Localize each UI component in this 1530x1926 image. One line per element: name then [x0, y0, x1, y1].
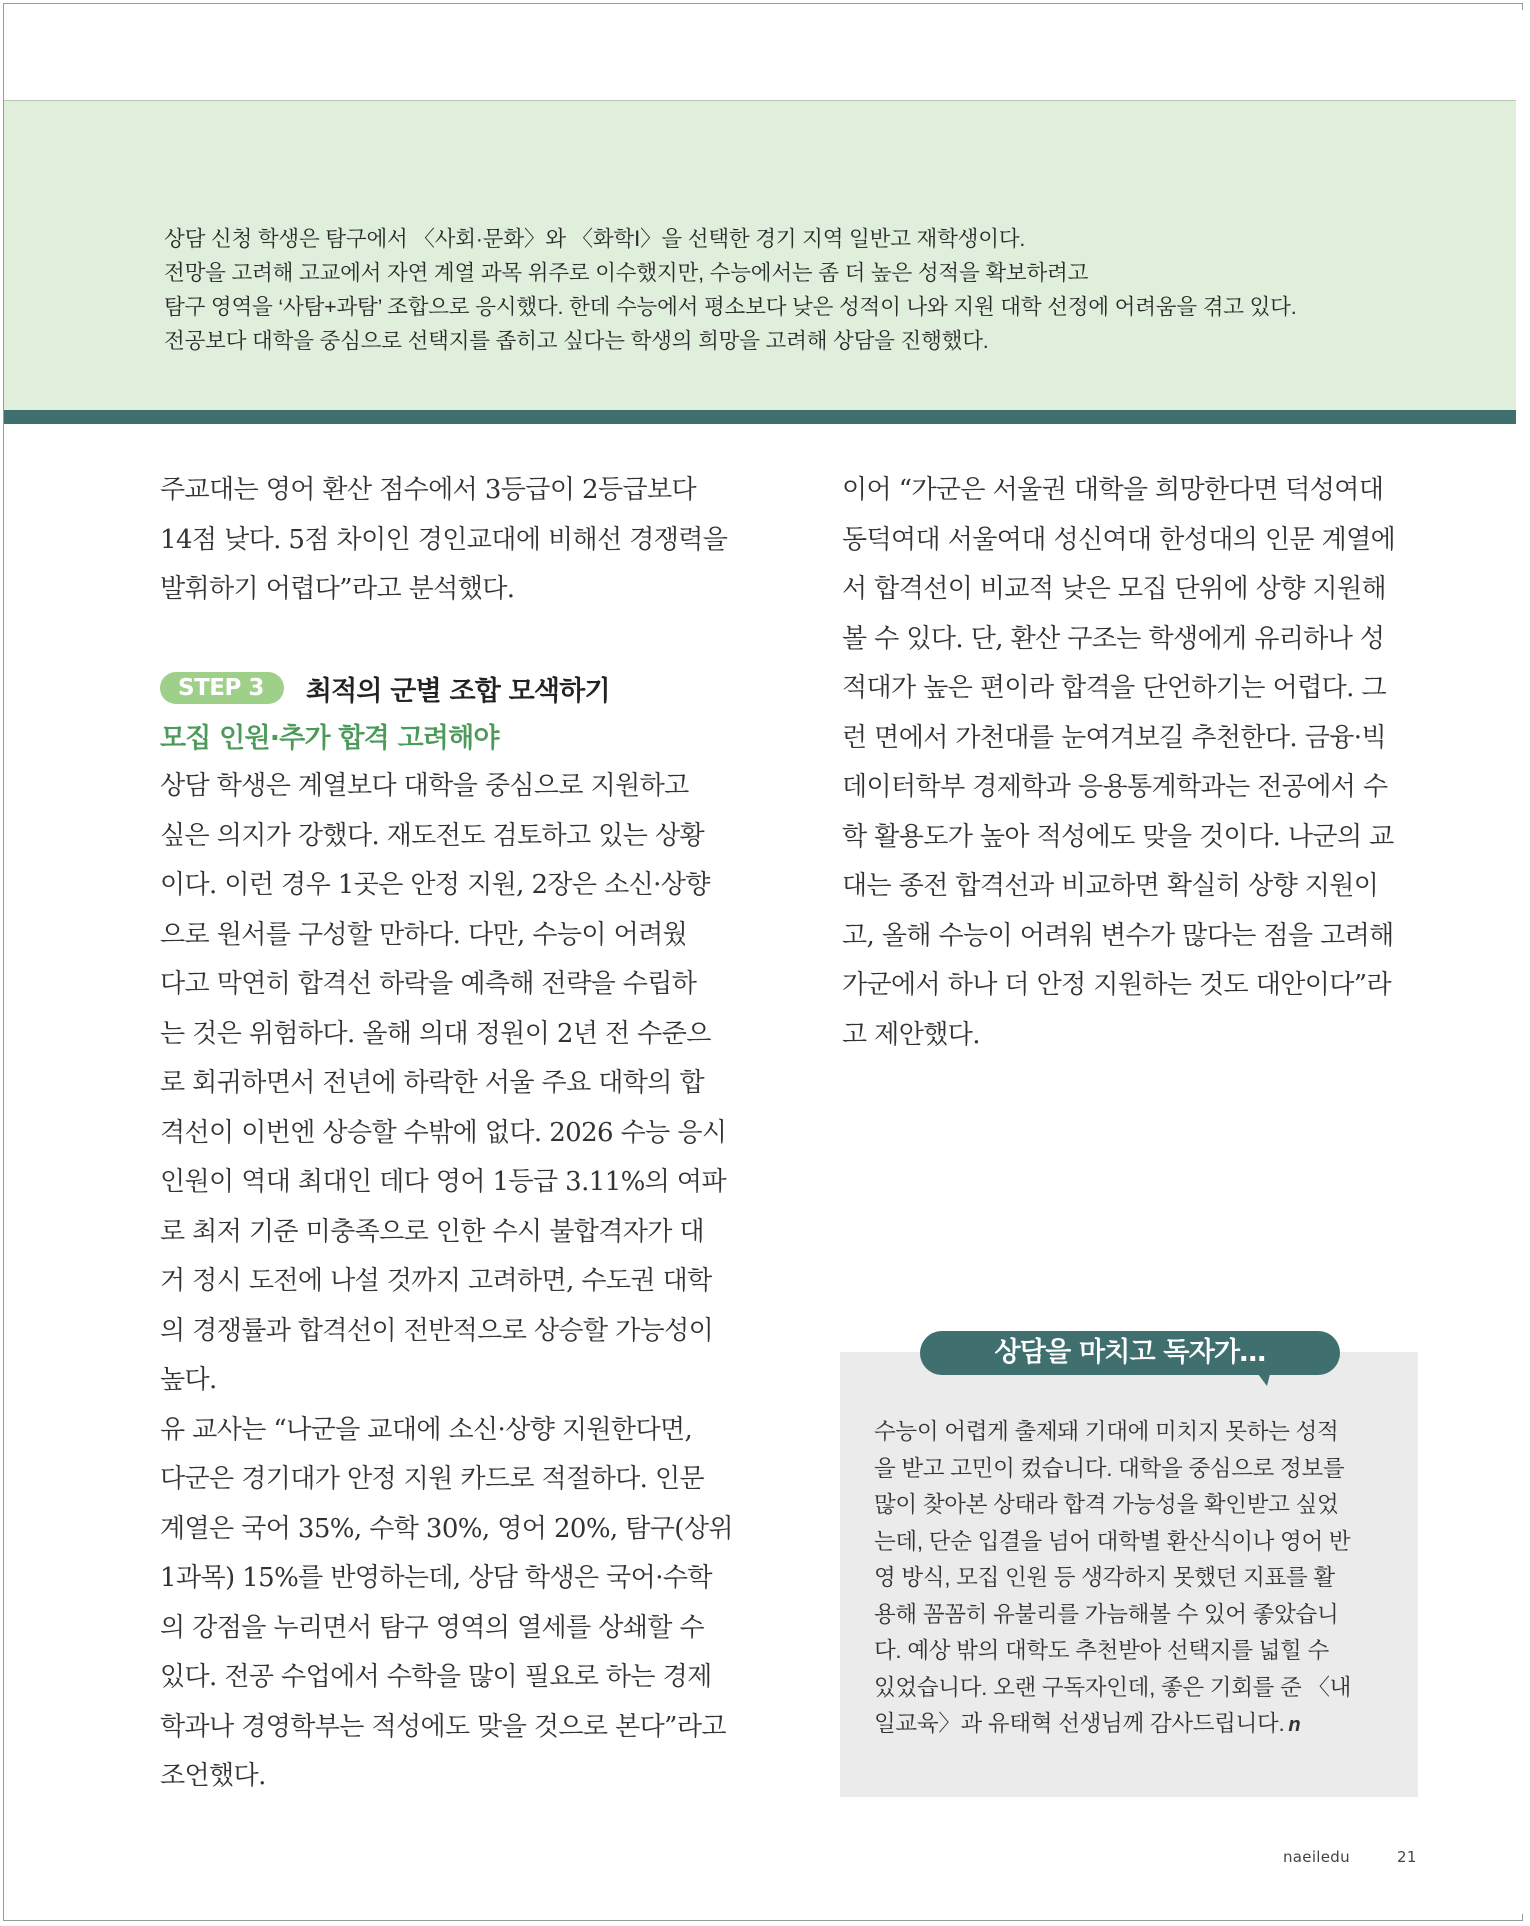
intro-divider-bar — [4, 410, 1516, 424]
left-column-top — [160, 466, 727, 615]
intro-text — [164, 222, 1424, 358]
body-line: 으로 원서를 구성할 만하다. 다만, 수능이 어려웠 — [160, 919, 688, 950]
body-line: 주교대는 영어 환산 점수에서 3등급이 2등급보다 — [160, 475, 697, 505]
step-title: 최적의 군별 조합 모색하기 — [305, 675, 610, 707]
page-edge — [1521, 10, 1530, 1914]
body-line: 이어 “가군은 서울권 대학을 희망한다면 덕성여대 — [842, 475, 1384, 505]
review-line: 수능이 어렵게 출제돼 기대에 미치지 못하는 성적 — [874, 1419, 1339, 1444]
body-line: 인원이 역대 최대인 데다 영어 1등급 3.11%의 여파 — [160, 1167, 726, 1197]
end-mark-icon: n — [1288, 1714, 1301, 1736]
body-line: 높다. — [160, 1365, 217, 1395]
body-line: 학 활용도가 높아 적성에도 맞을 것이다. 나군의 교 — [842, 821, 1394, 852]
body-line: 는 것은 위험하다. 올해 의대 정원이 2년 전 수준으 — [160, 1018, 711, 1049]
intro-line: 상담 신청 학생은 탐구에서 〈사회·문화〉와 〈화학Ⅰ〉을 선택한 경기 지역 일반고 재학생이다. — [164, 227, 1026, 251]
body-line: 고 제안했다. — [842, 1019, 980, 1050]
body-line: 적대가 높은 편이라 합격을 단언하기는 어렵다. 그 — [842, 673, 1386, 703]
step-badge: STEP 3 — [160, 672, 284, 704]
intro-line: 전망을 고려해 고교에서 자연 계열 과목 위주로 이수했지만, 수능에서는 좀 더 높은 성적을 확보하려고 — [164, 261, 1089, 285]
body-line: 가군에서 하나 더 안정 지원하는 것도 대안이다”라 — [842, 970, 1392, 1000]
body-line: 로 최저 기준 미충족으로 인한 수시 불합격자가 대 — [160, 1216, 704, 1247]
review-line — [874, 1706, 1351, 1744]
body-line: 거 정시 도전에 나설 것까지 고려하면, 수도권 대학 — [160, 1266, 712, 1296]
body-line: 의 경쟁률과 합격선이 전반적으로 상승할 가능성이 — [160, 1315, 714, 1346]
right-column-body — [842, 466, 1395, 1060]
reader-review-badge: 상담을 마치고 독자가… — [920, 1331, 1340, 1375]
page-number: 21 — [1397, 1848, 1417, 1866]
intro-line: 전공보다 대학을 중심으로 선택지를 좁히고 싶다는 학생의 희망을 고려해 상담을 진행했다. — [164, 329, 989, 353]
step-heading — [160, 668, 610, 708]
body-line: 볼 수 있다. 단, 환산 구조는 학생에게 유리하나 성 — [842, 623, 1385, 654]
body-line: 14점 낮다. 5점 차이인 경인교대에 비해선 경쟁력을 — [160, 524, 728, 555]
body-line: 다군은 경기대가 안정 지원 카드로 적절하다. 인문 — [160, 1464, 704, 1494]
body-line: 발휘하기 어렵다”라고 분석했다. — [160, 574, 515, 604]
body-line: 의 강점을 누리면서 탐구 영역의 열세를 상쇄할 수 — [160, 1612, 704, 1643]
body-line: 동덕여대 서울여대 성신여대 한성대의 인문 계열에 — [842, 524, 1396, 555]
body-line: 로 회귀하면서 전년에 하락한 서울 주요 대학의 합 — [160, 1068, 704, 1098]
reader-review-text — [874, 1414, 1351, 1744]
review-line: 을 받고 고민이 컸습니다. 대학을 중심으로 정보를 — [874, 1455, 1345, 1481]
body-line: 계열은 국어 35%, 수학 30%, 영어 20%, 탐구(상위 — [160, 1513, 733, 1544]
body-line: 다고 막연히 합격선 하락을 예측해 전략을 수립하 — [160, 969, 697, 999]
footer-brand: naeiledu — [1283, 1848, 1350, 1866]
body-line: 조언했다. — [160, 1761, 266, 1791]
body-line: 이다. 이런 경우 1곳은 안정 지원, 2장은 소신·상향 — [160, 870, 710, 900]
speech-bubble-tail — [1255, 1370, 1271, 1386]
body-line: 학과나 경영학부는 적성에도 맞을 것으로 본다”라고 — [160, 1711, 726, 1742]
section-subhead: 모집 인원·추가 합격 고려해야 — [160, 723, 499, 754]
body-line: 데이터학부 경제학과 응용통계학과는 전공에서 수 — [842, 772, 1388, 802]
body-line: 상담 학생은 계열보다 대학을 중심으로 지원하고 — [160, 771, 689, 801]
body-line: 싶은 의지가 강했다. 재도전도 검토하고 있는 상황 — [160, 820, 704, 851]
body-line: 유 교사는 “나군을 교대에 소신·상향 지원한다면, — [160, 1414, 693, 1445]
body-line: 고, 올해 수능이 어려워 변수가 많다는 점을 고려해 — [842, 920, 1394, 951]
body-line: 격선이 이번엔 상승할 수밖에 없다. 2026 수능 응시 — [160, 1117, 727, 1148]
body-line: 1과목) 15%를 반영하는데, 상담 학생은 국어·수학 — [160, 1563, 712, 1593]
body-line: 있다. 전공 수업에서 수학을 많이 필요로 하는 경제 — [160, 1662, 712, 1692]
review-line: 영 방식, 모집 인원 등 생각하지 못했던 지표를 활 — [874, 1565, 1335, 1590]
intro-line: 탐구 영역을 ‘사탐+과탐’ 조합으로 응시했다. 한데 수능에서 평소보다 낮은 성적이 나와 지원 대학 선정에 어려움을 겪고 있다. — [164, 295, 1297, 319]
review-line-text: 일교육〉과 유태혁 선생님께 감사드립니다. — [874, 1711, 1285, 1736]
review-line: 는데, 단순 입결을 넘어 대학별 환산식이나 영어 반 — [874, 1528, 1351, 1554]
body-line: 대는 종전 합격선과 비교하면 확실히 상향 지원이 — [842, 871, 1379, 901]
body-line: 서 합격선이 비교적 낮은 모집 단위에 상향 지원해 — [842, 574, 1386, 604]
review-line: 용해 꼼꼼히 유불리를 가늠해볼 수 있어 좋았습니 — [874, 1601, 1339, 1627]
left-column-body — [160, 762, 733, 1802]
body-line: 런 면에서 가천대를 눈여겨보길 추천한다. 금융·빅 — [842, 722, 1386, 753]
review-line: 다. 예상 밖의 대학도 추천받아 선택지를 넓힐 수 — [874, 1638, 1329, 1663]
review-line: 많이 찾아본 상태라 합격 가능성을 확인받고 싶었 — [874, 1492, 1339, 1517]
review-line: 있었습니다. 오랜 구독자인데, 좋은 기회를 준 〈내 — [874, 1674, 1352, 1700]
